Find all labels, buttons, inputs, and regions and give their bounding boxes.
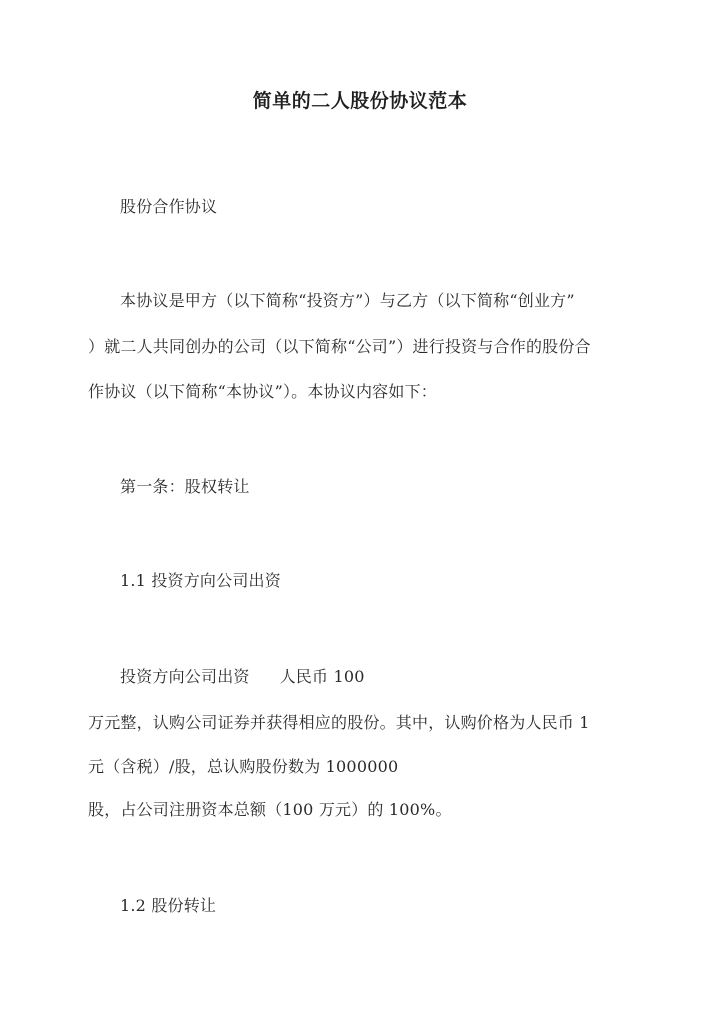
intro-line-2: ）就二人共同创办的公司（以下简称“公司”）进行投资与合作的股份合 xyxy=(88,337,591,356)
section-1-1-line-2: 万元整，认购公司证券并获得相应的股份。其中，认购价格为人民币 1 xyxy=(88,713,590,732)
section-1-1-title: 1.1 投资方向公司出资 xyxy=(120,571,281,590)
document-title: 简单的二人股份协议范本 xyxy=(252,90,468,112)
section-1-1-line-4: 股，占公司注册资本总额（100 万元）的 100%。 xyxy=(88,800,452,819)
intro-line-3: 作协议（以下简称“本协议”）。本协议内容如下： xyxy=(88,382,437,401)
section-1-1-line-1 xyxy=(120,667,365,687)
section-1-2-title: 1.2 股份转让 xyxy=(120,896,217,915)
article-1-title: 第一条：股权转让 xyxy=(120,477,250,496)
agreement-heading: 股份合作协议 xyxy=(120,197,218,216)
intro-line-1: 本协议是甲方（以下简称“投资方”）与乙方（以下简称“创业方” xyxy=(120,291,575,310)
section-1-1-line-1b: 人民币 100 xyxy=(279,667,365,686)
section-1-1-line-1a: 投资方向公司出资 xyxy=(120,667,250,686)
section-1-1-line-3: 元（含税）/股，总认购股份数为 1000000 xyxy=(88,757,399,776)
